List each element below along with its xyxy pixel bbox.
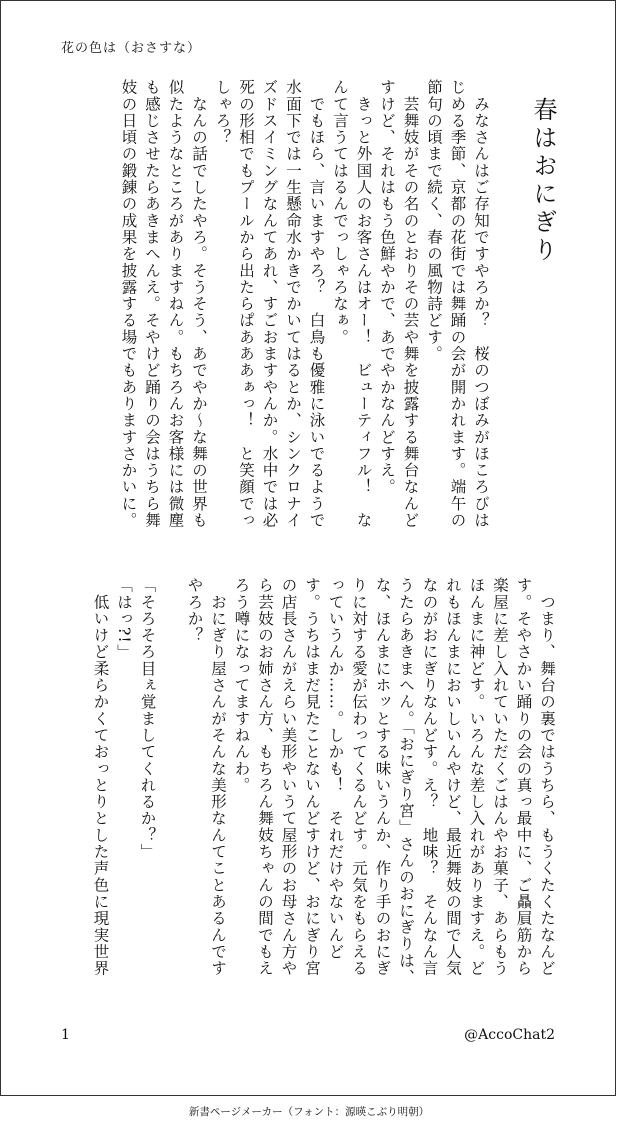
lower-body-text: つまり、舞台の裏ではうちら、もうくたくたなんどす。そやさかい踊りの会の真っ最中に、ご贔屓筋から楽屋に差し入れていただくごはんやお菓子、あらもうほんまに神どす。いろんな差し入れがありますえ。どれもほんまにおいしいんやけど、最近舞妓の間で人気なのがおにぎりなんどす。え？ 地味？ そんなん言うたらあきまへん。「おにぎり宮」さんのおにぎりは、な、ほんまにホッとする味いうんか、作り手のおにぎりに対する愛が伝わってくるんどす。元気をもらえるっていうんか……。しかも！ それだけやないんどす。うちはまだ見たことないんどすけど、おにぎり宮の店長さんがえらい美形やいうて屋形のお母さん方やら芸妓のお姉さん方、もちろん舞妓ちゃんの間でもえろう噂になってますねんわ。 おにぎり屋さんがそんな美形なんてことあるんですやろか？ 「そろそろ目ぇ覚ましてくれるか？」 「はっ?!」 低いけど柔らかくておっとりとした声色に現実世界: [91, 577, 556, 986]
upper-body-text: みなさんはご存知ですやろか？ 桜のつぼみがほころびはじめる季節、京都の花街では舞踊の会が開かれます。端午の節句の頃まで続く、春の風物詩どす。 芸舞妓がその名のとおりその芸や舞を披露する舞台なんどすけど、それはもう色鮮やかで、あでやかなんどすえ。 きっと外国人のお客さんはオー！ ビューティフル！ なんて言うてはるんでっしゃろなぁ。 でもほら、言いますやろ？ 白鳥も優雅に泳いでるようで水面下では一生懸命水かきでかいてはるとか、シンクロナイズドスイミングなんてあれ、すごおますやんか。水中では必死の形相でもプールから出たらぱあああぁっ！ と笑顔でっしゃろ？ なんの話でしたやろ。そうそう、あでやか〜な舞の世界も似たようなところがありますねん。もちろんお客様には微塵も感じさせたらあきまへんえ。そやけど踊りの会はうちら舞妓の日頃の鍛錬の成果を披露する場でもありますさかいに。: [119, 79, 490, 529]
lower-text-block: [58, 577, 558, 987]
upper-text-block: [58, 79, 558, 545]
generator-credit: 新書ページメーカー（フォント：源暎こぶり明朝）: [188, 1106, 430, 1118]
running-header: 花の色は（おさすな）: [61, 41, 202, 56]
chapter-title: 春はおにぎり: [529, 97, 557, 265]
page-number: 1: [61, 1027, 70, 1043]
author-handle: @AccoChat2: [464, 1027, 555, 1043]
